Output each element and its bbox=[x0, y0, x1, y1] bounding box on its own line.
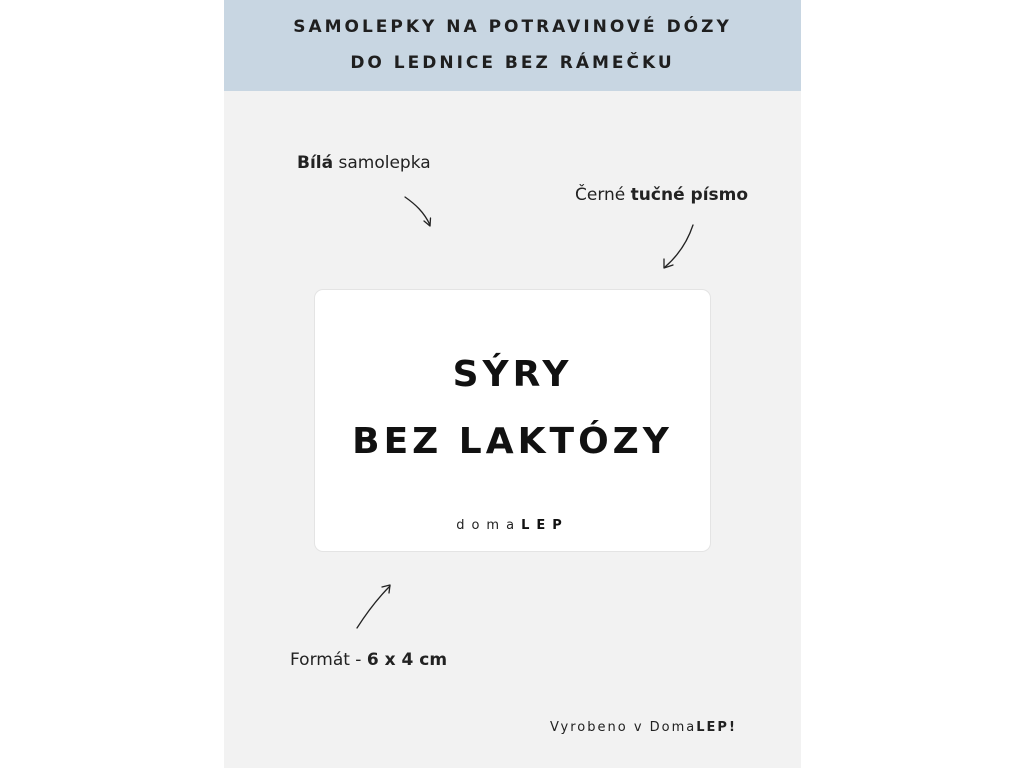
annotation-format-text: Formát - bbox=[290, 650, 367, 670]
product-info-panel bbox=[224, 0, 801, 768]
annotation-font-text: Černé bbox=[575, 185, 631, 205]
header-title-line-2: DO LEDNICE BEZ RÁMEČKU bbox=[350, 53, 675, 73]
annotation-white-text: samolepka bbox=[333, 153, 431, 173]
sticker-label-line-2: BEZ LAKTÓZY bbox=[352, 421, 673, 462]
arrow-format-icon bbox=[352, 578, 396, 634]
brand-bold-text: LEP bbox=[521, 518, 569, 533]
arrow-white-icon bbox=[400, 192, 440, 232]
annotation-white-sticker bbox=[297, 153, 431, 173]
annotation-format bbox=[290, 650, 447, 670]
footer-made-by bbox=[550, 720, 737, 735]
header-title-line-1: SAMOLEPKY NA POTRAVINOVÉ DÓZY bbox=[293, 17, 732, 37]
sticker-label-line-1: SÝRY bbox=[452, 354, 573, 395]
annotation-format-bold: 6 x 4 cm bbox=[366, 650, 448, 670]
sticker-preview bbox=[315, 290, 710, 551]
annotation-font-bold: tučné písmo bbox=[630, 185, 749, 205]
header-banner bbox=[224, 0, 801, 91]
brand-light-text: doma bbox=[456, 518, 522, 533]
footer-text: Vyrobeno v Doma bbox=[550, 720, 697, 735]
footer-bold-text: LEP! bbox=[696, 720, 737, 735]
annotation-white-bold: Bílá bbox=[297, 153, 334, 173]
annotation-bold-font bbox=[575, 185, 748, 205]
arrow-font-icon bbox=[658, 220, 698, 272]
sticker-brand-logo bbox=[315, 518, 710, 533]
